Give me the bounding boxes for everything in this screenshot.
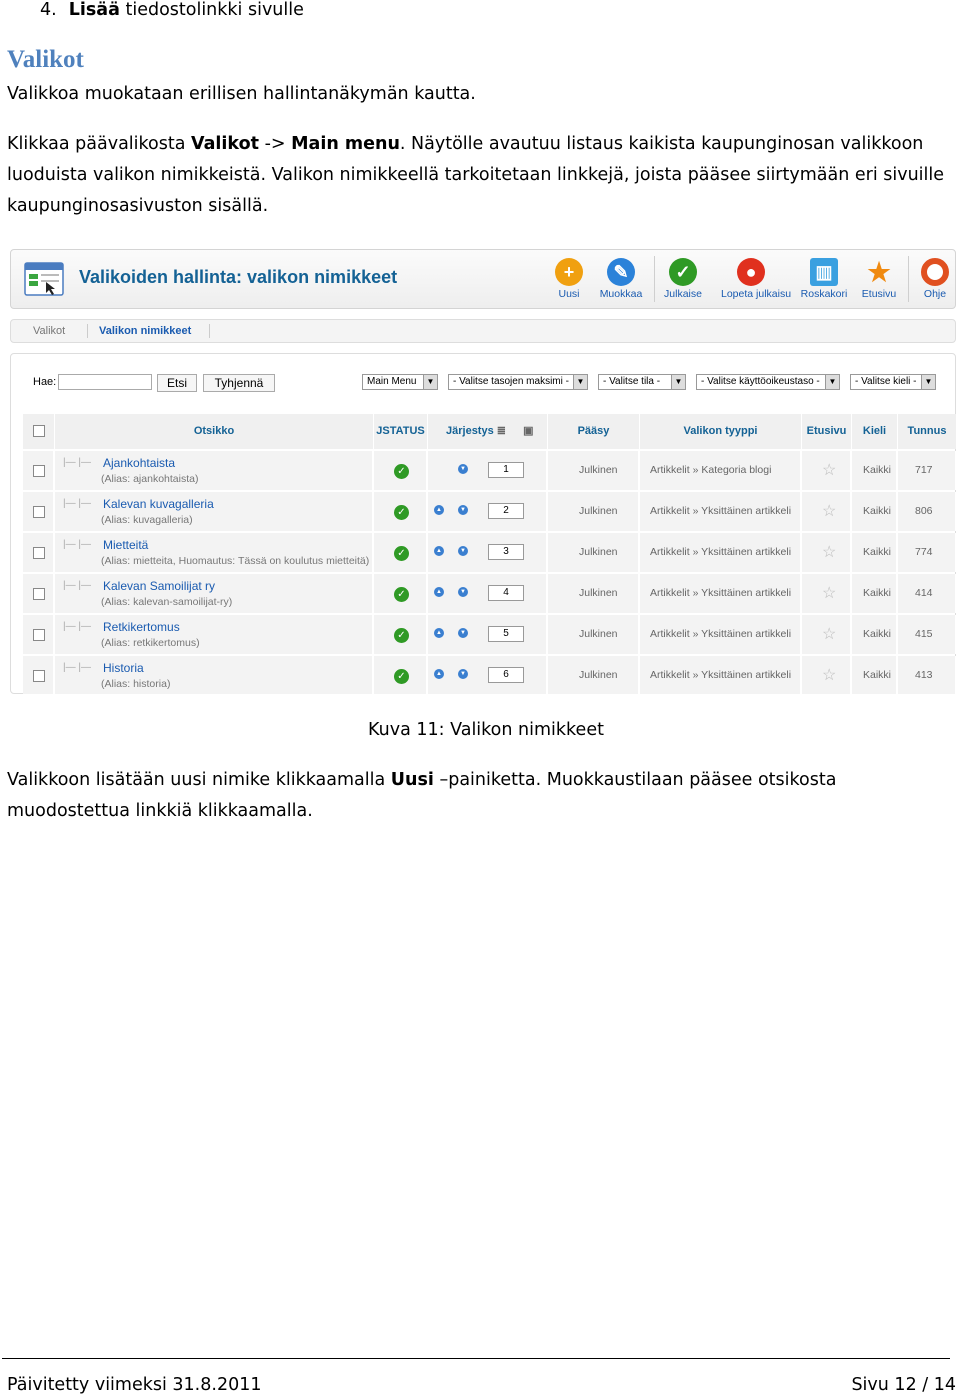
chevron-down-icon: ▼: [573, 375, 587, 389]
published-icon[interactable]: ✓: [394, 669, 409, 684]
tree-indent-icon: |— |—: [63, 498, 91, 509]
clear-button[interactable]: Tyhjennä: [203, 374, 275, 392]
menu-type-value: Artikkelit » Yksittäinen artikkeli: [650, 628, 792, 640]
filter-bar: [11, 370, 956, 396]
trash-icon: ▥: [810, 258, 838, 286]
select-all-checkbox[interactable]: [33, 425, 45, 437]
access-value: Julkinen: [579, 546, 618, 558]
column-header-home[interactable]: Etusivu: [802, 414, 852, 449]
row-checkbox[interactable]: [33, 547, 45, 559]
edit-button[interactable]: [591, 258, 651, 300]
language-value: Kaikki: [863, 546, 892, 558]
star-icon[interactable]: ☆: [822, 585, 837, 602]
new-button-label: Uusi: [558, 288, 580, 300]
row-checkbox[interactable]: [33, 465, 45, 477]
id-value: 806: [915, 505, 933, 517]
admin-page-title: Valikoiden hallinta: valikon nimikkeet: [79, 267, 398, 287]
menu-type-value: Artikkelit » Kategoria blogi: [650, 464, 772, 476]
move-up-icon[interactable]: ▲: [434, 669, 444, 679]
trash-button-label: Roskakori: [800, 288, 848, 300]
chevron-down-icon: ▼: [921, 375, 935, 389]
instr-part3: . Näytölle avautuu listaus kaikista kaupunginosan valikkoon luoduista valikon nimikkeistä. Valikon nimikkeellä tarkoitetaan linkkejä, joista pääsee siirtymään eri sivuille kaupunginosasivuston sisällä.: [7, 134, 945, 216]
column-header-id[interactable]: Tunnus: [898, 414, 956, 449]
published-icon[interactable]: ✓: [394, 505, 409, 520]
search-label: Hae:: [33, 376, 57, 388]
help-icon: [921, 258, 949, 286]
submenu-item-valikot[interactable]: Valikot: [33, 325, 66, 337]
table-row: [23, 533, 956, 574]
menu-select-value: Main Menu: [367, 376, 417, 387]
published-icon[interactable]: ✓: [394, 546, 409, 561]
item-title-link[interactable]: Kalevan Samoilijat ry: [103, 579, 216, 593]
tree-indent-icon: |— |—: [63, 539, 91, 550]
item-alias: (Alias: kalevan-samoilijat-ry): [101, 596, 233, 608]
pencil-icon: ✎: [607, 258, 635, 286]
home-button[interactable]: [849, 258, 909, 300]
publish-button-label: Julkaise: [664, 288, 702, 300]
step-heading: [40, 0, 304, 26]
sort-icon: ≣: [496, 425, 506, 437]
footer-updated: Päivitetty viimeksi 31.8.2011: [7, 1375, 262, 1395]
new-button[interactable]: [539, 258, 599, 300]
help-button-label: Ohje: [923, 288, 947, 300]
id-value: 414: [915, 587, 933, 599]
chevron-down-icon: ▼: [825, 375, 839, 389]
state-select[interactable]: [598, 374, 686, 390]
move-up-icon[interactable]: ▲: [434, 505, 444, 515]
menu-type-value: Artikkelit » Yksittäinen artikkeli: [650, 669, 792, 681]
menu-type-value: Artikkelit » Yksittäinen artikkeli: [650, 546, 792, 558]
body-bold-uusi: Uusi: [390, 770, 434, 790]
move-down-icon[interactable]: ▼: [458, 464, 468, 474]
star-icon[interactable]: ☆: [822, 544, 837, 561]
move-down-icon[interactable]: ▼: [458, 587, 468, 597]
star-icon[interactable]: ☆: [822, 626, 837, 643]
published-icon[interactable]: ✓: [394, 587, 409, 602]
body-part2: –painiketta. Muokkaustilaan pääsee otsikosta muodostettua linkkiä klikkaamalla.: [7, 770, 837, 821]
section-heading: Valikot: [7, 46, 84, 73]
tree-indent-icon: |— |—: [63, 621, 91, 632]
published-icon[interactable]: ✓: [394, 464, 409, 479]
help-button[interactable]: [905, 258, 956, 300]
instr-part1: Klikkaa päävalikosta: [7, 134, 186, 154]
column-header-status[interactable]: JSTATUS: [374, 414, 428, 449]
search-button[interactable]: Etsi: [157, 374, 197, 392]
submenu-divider: [87, 324, 88, 338]
move-up-icon[interactable]: ▲: [434, 628, 444, 638]
move-down-icon[interactable]: ▼: [458, 669, 468, 679]
instr-bold-main-menu: Main menu: [291, 134, 400, 154]
menu-select[interactable]: [362, 374, 438, 390]
instr-arrow: ->: [264, 134, 286, 154]
id-value: 774: [915, 546, 933, 558]
move-up-icon[interactable]: ▲: [434, 546, 444, 556]
order-input[interactable]: 4: [488, 585, 524, 601]
submenu-bar: [10, 319, 956, 343]
chevron-down-icon: ▼: [671, 375, 685, 389]
instructions-paragraph: [7, 129, 957, 222]
figure-caption: Kuva 11: Valikon nimikkeet: [368, 720, 604, 740]
star-icon: ★: [867, 257, 891, 287]
edit-button-label: Muokkaa: [599, 288, 643, 300]
menu-type-value: Artikkelit » Yksittäinen artikkeli: [650, 587, 792, 599]
step-rest: tiedostolinkki sivulle: [125, 0, 304, 20]
id-value: 717: [915, 464, 933, 476]
access-value: Julkinen: [579, 669, 618, 681]
order-input[interactable]: 2: [488, 503, 524, 519]
toolbar-panel: [10, 249, 956, 309]
unpublish-button-label: Lopeta julkaisu: [721, 288, 792, 300]
column-header-type[interactable]: Valikon tyyppi: [640, 414, 802, 449]
column-header-order[interactable]: [428, 414, 548, 449]
home-button-label: Etusivu: [861, 288, 897, 300]
language-value: Kaikki: [863, 464, 892, 476]
item-title-link[interactable]: Ajankohtaista: [103, 456, 176, 470]
row-checkbox[interactable]: [33, 588, 45, 600]
publish-button[interactable]: [653, 258, 713, 300]
admin-screenshot: [10, 249, 956, 694]
star-icon[interactable]: ☆: [822, 462, 837, 479]
body-part1: Valikkoon lisätään uusi nimike klikkaamalla: [7, 770, 386, 790]
max-levels-select-value: - Valitse tasojen maksimi -: [453, 376, 569, 387]
move-down-icon[interactable]: ▼: [458, 546, 468, 556]
language-select-value: - Valitse kieli -: [855, 376, 917, 387]
order-input[interactable]: 5: [488, 626, 524, 642]
table-row: [23, 615, 956, 656]
item-title-link[interactable]: Retkikertomus: [103, 620, 180, 634]
items-panel: [10, 353, 956, 694]
item-alias: (Alias: mietteita, Huomautus: Tässä on koulutus mietteitä): [101, 555, 370, 567]
table-row: [23, 656, 956, 694]
submenu-item-nimikkeet[interactable]: Valikon nimikkeet: [99, 325, 192, 337]
step-bold: Lisää: [68, 0, 120, 20]
published-icon[interactable]: ✓: [394, 628, 409, 643]
item-alias: (Alias: kuvagalleria): [101, 514, 193, 526]
tree-indent-icon: |— |—: [63, 457, 91, 468]
search-input[interactable]: [58, 374, 152, 390]
column-header-title[interactable]: Otsikko: [55, 414, 374, 449]
language-select[interactable]: [850, 374, 936, 390]
item-alias: (Alias: retkikertomus): [101, 637, 200, 649]
step-number: 4.: [40, 0, 57, 20]
access-select[interactable]: [696, 374, 840, 390]
order-input[interactable]: 6: [488, 667, 524, 683]
language-value: Kaikki: [863, 505, 892, 517]
row-checkbox[interactable]: [33, 670, 45, 682]
check-icon: ✓: [669, 258, 697, 286]
tree-indent-icon: |— |—: [63, 662, 91, 673]
select-all-header: [23, 414, 55, 449]
access-select-value: - Valitse käyttöoikeustaso -: [701, 376, 820, 387]
order-input[interactable]: 1: [488, 462, 524, 478]
star-icon[interactable]: ☆: [822, 667, 837, 684]
state-select-value: - Valitse tila -: [603, 376, 661, 387]
item-alias: (Alias: ajankohtaista): [101, 473, 199, 485]
id-value: 413: [915, 669, 933, 681]
submenu-divider: [209, 324, 210, 338]
move-down-icon[interactable]: ▼: [458, 628, 468, 638]
order-input[interactable]: 3: [488, 544, 524, 560]
instr-bold-valikot: Valikot: [191, 134, 259, 154]
item-title-link[interactable]: Historia: [103, 661, 144, 675]
column-header-language[interactable]: Kieli: [852, 414, 898, 449]
menu-manager-icon: [24, 262, 64, 296]
move-down-icon[interactable]: ▼: [458, 505, 468, 515]
table-row: [23, 492, 956, 533]
row-checkbox[interactable]: [33, 629, 45, 641]
table-row: [23, 574, 956, 615]
body-paragraph: [7, 765, 957, 827]
item-title-link[interactable]: Kalevan kuvagalleria: [103, 497, 214, 511]
footer-divider: [2, 1358, 950, 1359]
move-up-icon[interactable]: ▲: [434, 587, 444, 597]
section-intro: Valikkoa muokataan erillisen hallintanäkymän kautta.: [7, 84, 476, 104]
access-value: Julkinen: [579, 628, 618, 640]
item-title-link[interactable]: Mietteitä: [103, 538, 149, 552]
plus-icon: +: [555, 258, 583, 286]
trash-button[interactable]: [794, 258, 854, 300]
access-value: Julkinen: [579, 464, 618, 476]
access-value: Julkinen: [579, 587, 618, 599]
language-value: Kaikki: [863, 669, 892, 681]
row-checkbox[interactable]: [33, 506, 45, 518]
language-value: Kaikki: [863, 628, 892, 640]
column-header-order-label: Järjestys: [446, 425, 494, 437]
unpublish-button[interactable]: [721, 258, 792, 300]
item-alias: (Alias: historia): [101, 678, 171, 690]
id-value: 415: [915, 628, 933, 640]
menu-type-value: Artikkelit » Yksittäinen artikkeli: [650, 505, 792, 517]
tree-indent-icon: |— |—: [63, 580, 91, 591]
table-row: [23, 451, 956, 492]
footer-page-number: Sivu 12 / 14: [851, 1375, 956, 1395]
save-order-icon[interactable]: ▣: [523, 425, 534, 437]
column-header-access[interactable]: Pääsy: [548, 414, 640, 449]
star-icon[interactable]: ☆: [822, 503, 837, 520]
access-value: Julkinen: [579, 505, 618, 517]
max-levels-select[interactable]: [448, 374, 588, 390]
stop-icon: ●: [737, 258, 765, 286]
chevron-down-icon: ▼: [423, 375, 437, 389]
language-value: Kaikki: [863, 587, 892, 599]
